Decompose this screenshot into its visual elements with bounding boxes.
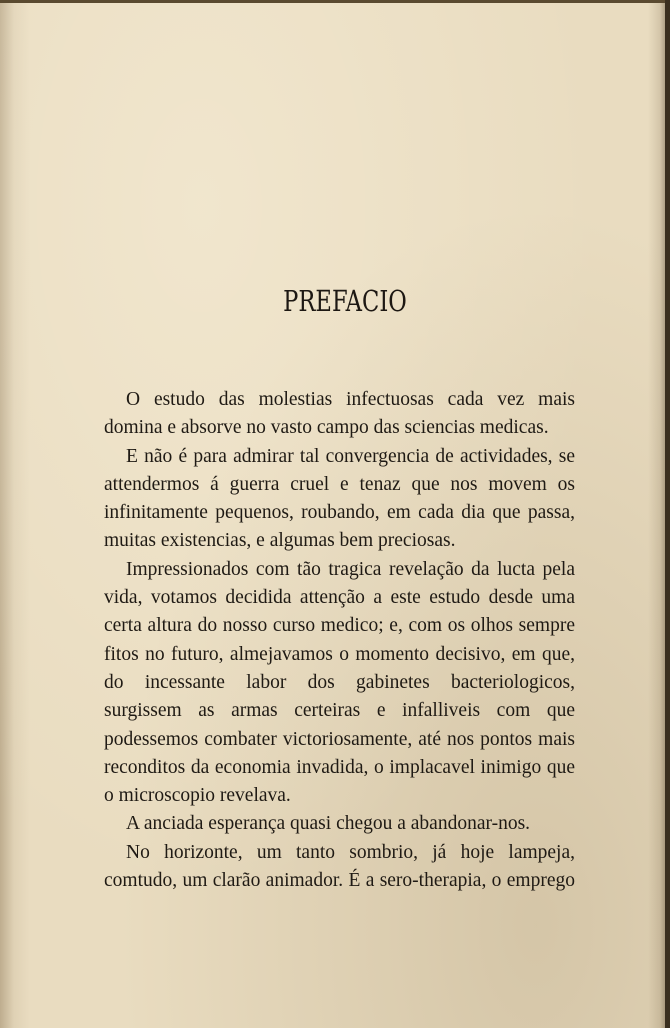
page-title: PREFACIO: [283, 284, 407, 318]
paragraph-1: O estudo das molestias infectuosas cada vez mais domina e absorve no vasto campo das sciencias medicas.: [104, 389, 575, 439]
page-top-edge: [0, 0, 670, 3]
body-text: [104, 386, 575, 895]
page-right-edge: [665, 0, 670, 1028]
paragraph-5: No horizonte, um tanto sombrio, já hoje lampeja, comtudo, um clarão animador. É a sero-therapia, o emprego: [104, 841, 575, 892]
paragraph-2: E não é para admirar tal convergencia de actividades, se attendermos á guerra cruel e tenaz que nos movem os infinitamente pequenos, roubando, em cada dia que passa, muitas existencias, e algumas bem preciosas.: [104, 445, 575, 552]
paragraph-3: Impressionados com tão tragica revelação da lucta pela vida, votamos decidida attenção a este estudo desde uma certa altura do nosso curso medico; e, com os olhos sempre fitos no futuro, almejavamos o momento decisivo, em que, do incessante labor dos gabinetes bacteriologicos, surgissem as armas certeiras e infalliveis com que podessemos combater victoriosamente, até nos pontos mais reconditos da economia invadida, o implacavel inimigo que o microscopio revelava.: [104, 558, 575, 807]
paragraph-4: A anciada esperança quasi chegou a abandonar-nos.: [126, 813, 531, 835]
